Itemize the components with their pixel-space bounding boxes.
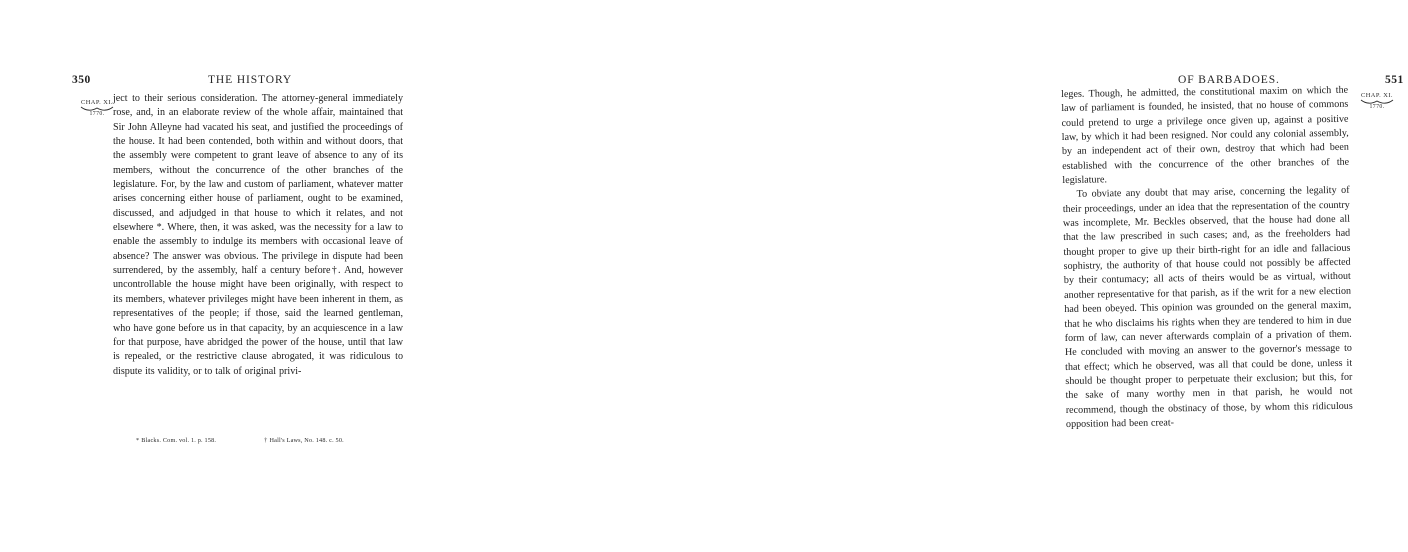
right-page-paragraph-2: To obviate any doubt that may arise, concerning the legality of their proceedings, under an idea that the representation of the country was incomplete, Mr. Beckles observed, that the house had done all that the law prescribed in such cases; and, as the freeholders had thought proper to give up their birth-right for an idle and fallacious sophistry, the authority of that house could not possibly be affected by their contumacy; all acts of theirs would be as virtual, without another representative for that parish, as if the writ for a new election had been obeyed. This opinion was grounded on the general maxim, that he who disclaims his rights when they are tendered to him in due form of law, can never afterwards complain of a privation of them. He concluded with moving an answer to the governor's message to that effect; which he observed, was all that could be done, unless it should be thought proper to perpetuate their exclusion; but this, for the sake of many worthy men in that parish, he would not recommend, though the obstinacy of those, by whom this ridiculous opposition had been creat-	[1062, 185, 1353, 430]
left-marginal-year-label: 1770.	[89, 111, 105, 118]
footnote-dagger	[264, 437, 344, 444]
left-page-text-column	[113, 92, 403, 379]
left-page-paragraph: ject to their serious consideration. The attorney-general immediately rose, and, in an elaborate review of the whole affair, maintained that Sir John Alleyne had vacated his seat, and justified the proceedings of the house. It had been contended, both within and without doors, that the assembly were competent to grant leave of absence to any of its members, without the concurrence of the other branches of the legislature. For, by the law and custom of parliament, whatever matter arises concerning either house of parliament, ought to be examined, discussed, and adjudged in that house to which it relates, and not elsewhere *. Where, then, it was asked, was the necessity for a law to enable the assembly to indulge its members with occasional leave of absence? The answer was obvious. The privilege in dispute had been surrendered, by the assembly, half a century before†. And, however uncontrollable the house might have been originally, with respect to its members, whatever privileges might have been inherent in them, as representatives of the people; if those, said the learned gentleman, who have gone before us in that capacity, by an acquiescence in a law for that purpose, have abridged the power of the house, until that law is repealed, or the restrictive clause abrogated, it was ridiculous to dispute its validity, or to talk of original privi-	[113, 93, 403, 377]
right-page	[490, 0, 1404, 552]
footnote-marker-dagger: †	[264, 437, 268, 444]
right-page-marginal-note	[1346, 92, 1408, 111]
footnote-asterisk	[136, 437, 216, 444]
right-page-paragraph-1: leges. Though, he admitted, the constitutional maxim on which the law of parliament is founded, he insisted, that no house of commons could pretend to urge a privilege once given up, against a positive law, by which it had been resigned. Nor could any colonial assembly, by an independent act of their own, destroy that which had been established with the concurrence of the other branches of the legislature.	[1061, 84, 1350, 187]
right-marginal-chapter-label: CHAP. XI.	[1361, 92, 1393, 99]
footnote-marker-asterisk: *	[136, 437, 140, 444]
right-marginal-year-label: 1770.	[1369, 104, 1385, 111]
left-marginal-chapter-label: CHAP. XI.	[81, 99, 113, 106]
footnote-text-asterisk: Blacks. Com. vol. 1. p. 158.	[141, 437, 217, 444]
left-page-folio: 350	[72, 74, 91, 86]
footnote-text-dagger: Hall's Laws, No. 148. c. 50.	[269, 437, 344, 444]
right-page-text-column	[1061, 84, 1353, 432]
right-page-folio: 551	[1385, 74, 1404, 86]
left-page	[0, 0, 490, 552]
left-page-running-head: THE HISTORY	[208, 74, 293, 86]
left-page-footnotes	[136, 437, 402, 444]
right-page-running-head: OF BARBADOES.	[1178, 74, 1280, 86]
